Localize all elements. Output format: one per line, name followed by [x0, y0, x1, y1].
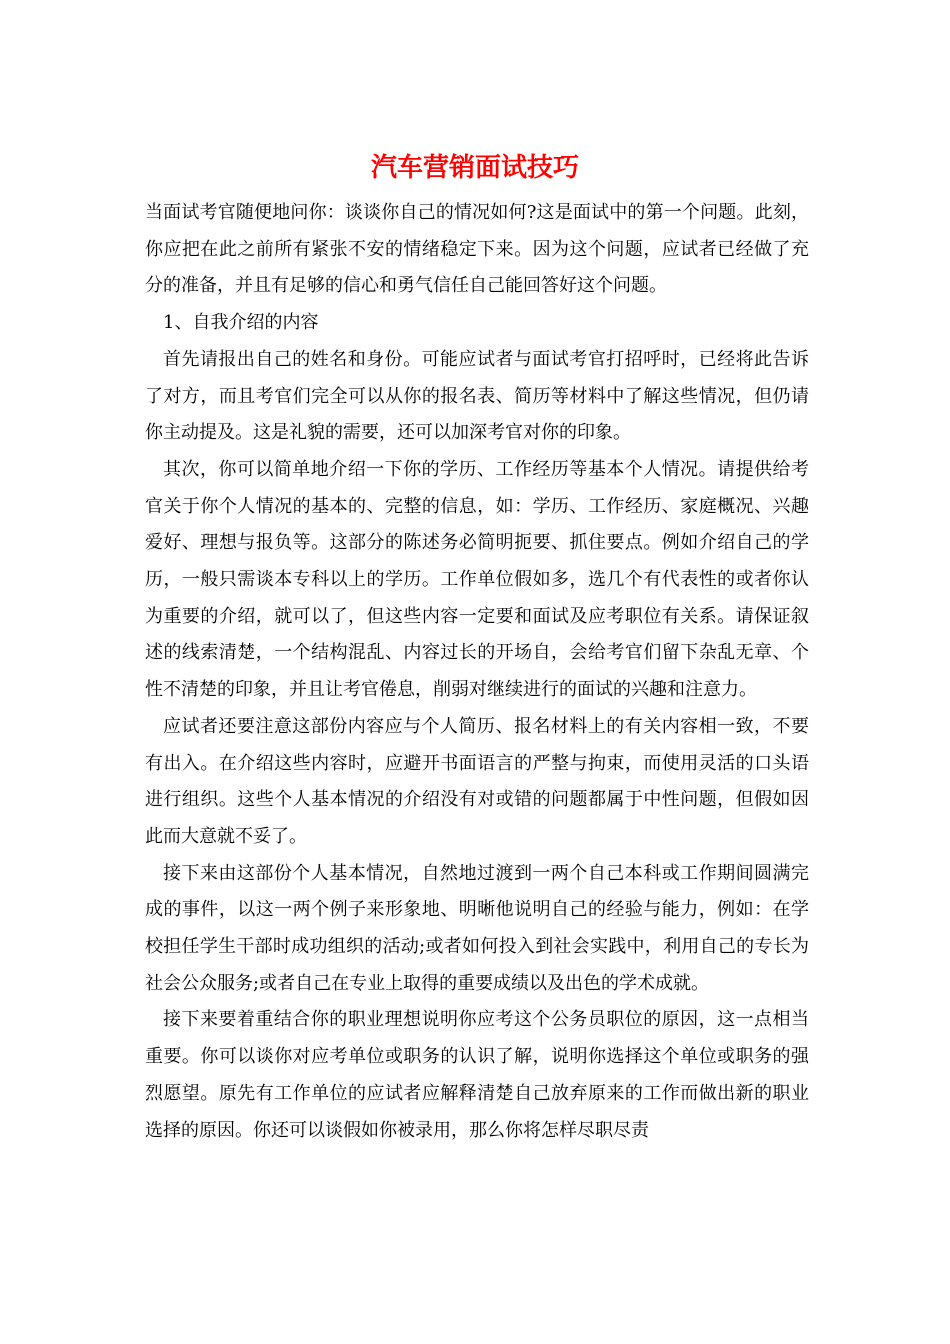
paragraph-name-identity: 首先请报出自己的姓名和身份。可能应试者与面试考官打招呼时，已经将此告诉了对方，而且考官们完全可以从你的报名表、简历等材料中了解这些情况，但仍请你主动提及。这是礼貌的需要，还可以加深考官对你的印象。 — [145, 348, 809, 444]
document-title: 汽车营销面试技巧 — [370, 153, 579, 183]
paragraph-consistency: 应试者还要注意这部份内容应与个人简历、报名材料上的有关内容相一致，不要有出入。在介绍这些内容时，应避开书面语言的严整与拘束，而使用灵活的口头语进行组织。这些个人基本情况的介绍没有对或错的问题都属于中性问题，但假如因此而大意就不妥了。 — [145, 715, 809, 847]
paragraph-examples: 接下来由这部份个人基本情况，自然地过渡到一两个自己本科或工作期间圆满完成的事件，以这一两个例子来形象地、明晰他说明自己的经验与能力，例如：在学校担任学生干部时成功组织的活动;或者如何投入到社会实践中，利用自己的专长为社会公众服务;或者自己在专业上取得的重要成绩以及出色的学术成就。 — [145, 862, 809, 994]
paragraph-motivation: 接下来要着重结合你的职业理想说明你应考这个公务员职位的原因，这一点相当重要。你可以谈你对应考单位或职务的认识了解，说明你选择这个单位或职务的强烈愿望。原先有工作单位的应试者应解释清楚自己放弃原来的工作而做出新的职业选择的原因。你还可以谈假如你被录用，那么你将怎样尽职尽责 — [145, 1009, 809, 1141]
paragraph-background: 其次，你可以简单地介绍一下你的学历、工作经历等基本个人情况。请提供给考官关于你个人情况的基本的、完整的信息，如：学历、工作经历、家庭概况、兴趣爱好、理想与报负等。这部分的陈述务必简明扼要、抓住要点。例如介绍自己的学历，一般只需谈本专科以上的学历。工作单位假如多，选几个有代表性的或者你认为重要的介绍，就可以了，但这些内容一定要和面试及应考职位有关系。请保证叙述的线索清楚，一个结构混乱、内容过长的开场自，会给考官们留下杂乱无章、个性不清楚的印象，并且让考官倦息，削弱对继续进行的面试的兴趣和注意力。 — [145, 458, 809, 701]
paragraph-intro: 当面试考官随便地问你：谈谈你自己的情况如何?这是面试中的第一个问题。此刻，你应把在此之前所有紧张不安的情绪稳定下来。因为这个问题，应试者已经做了充分的准备，并且有足够的信心和勇气信任自己能回答好这个问题。 — [145, 202, 809, 297]
document-body — [145, 195, 809, 1149]
section-heading: 1、自我介绍的内容 — [163, 312, 319, 334]
